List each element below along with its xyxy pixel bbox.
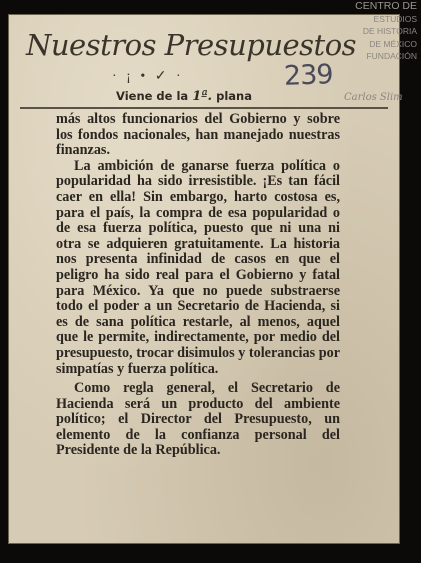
archive-signature: Carlos Slim [344, 92, 403, 103]
paragraph-2: La ambición de ganarse fuerza política o popularidad ha sido irresistible. ¡Es tan fácil caer en ella! Sin embargo, harto costosa es, para el país, la compra de esa popularidad o de esa fuerza política, puesto que ni una ni otra se adquieren gratuitamente. La historia nos presenta infinidad de casos en que el peligro ha sido real para el Gobierno y fatal para México. Ya que no puede substraerse todo el poder a un Secretario de Hacienda, si es de sana política restarle, al menos, aquel que le permite, indirectamente, por medio del presupuesto, trocar disimulos y tolerancias por simpatías y fuerza política. [56, 157, 340, 377]
archive-line-5: FUNDACIÓN [366, 51, 417, 62]
paragraph-1: más altos funcionarios del Gobierno y sobre los fondos nacionales, han manejado nuestras finanzas. [56, 111, 340, 159]
title-ornament: · ¡ • ✓ · [112, 69, 184, 84]
article-title: Nuestros Presupuestos [26, 28, 357, 62]
archive-line-4: DE MÉXICO [369, 38, 417, 49]
continued-prefix: Viene de la [116, 89, 189, 103]
archive-line-2: ESTUDIOS [373, 13, 417, 24]
header-divider [20, 107, 388, 109]
archive-line-1: CENTRO DE [355, 0, 417, 12]
handwritten-page-number: 239 [283, 59, 334, 92]
continued-suffix: plana [216, 89, 252, 103]
article-body [56, 112, 340, 459]
paragraph-3: Como regla general, el Secretario de Hacienda será un producto del ambiente político; el Director del Presupuesto, un elemento de la confianza personal del Presidente de la República. [56, 380, 340, 459]
continued-page: 1ª. [192, 89, 213, 104]
continued-from-line [116, 89, 252, 104]
archive-line-3: DE HISTORIA [362, 26, 417, 37]
